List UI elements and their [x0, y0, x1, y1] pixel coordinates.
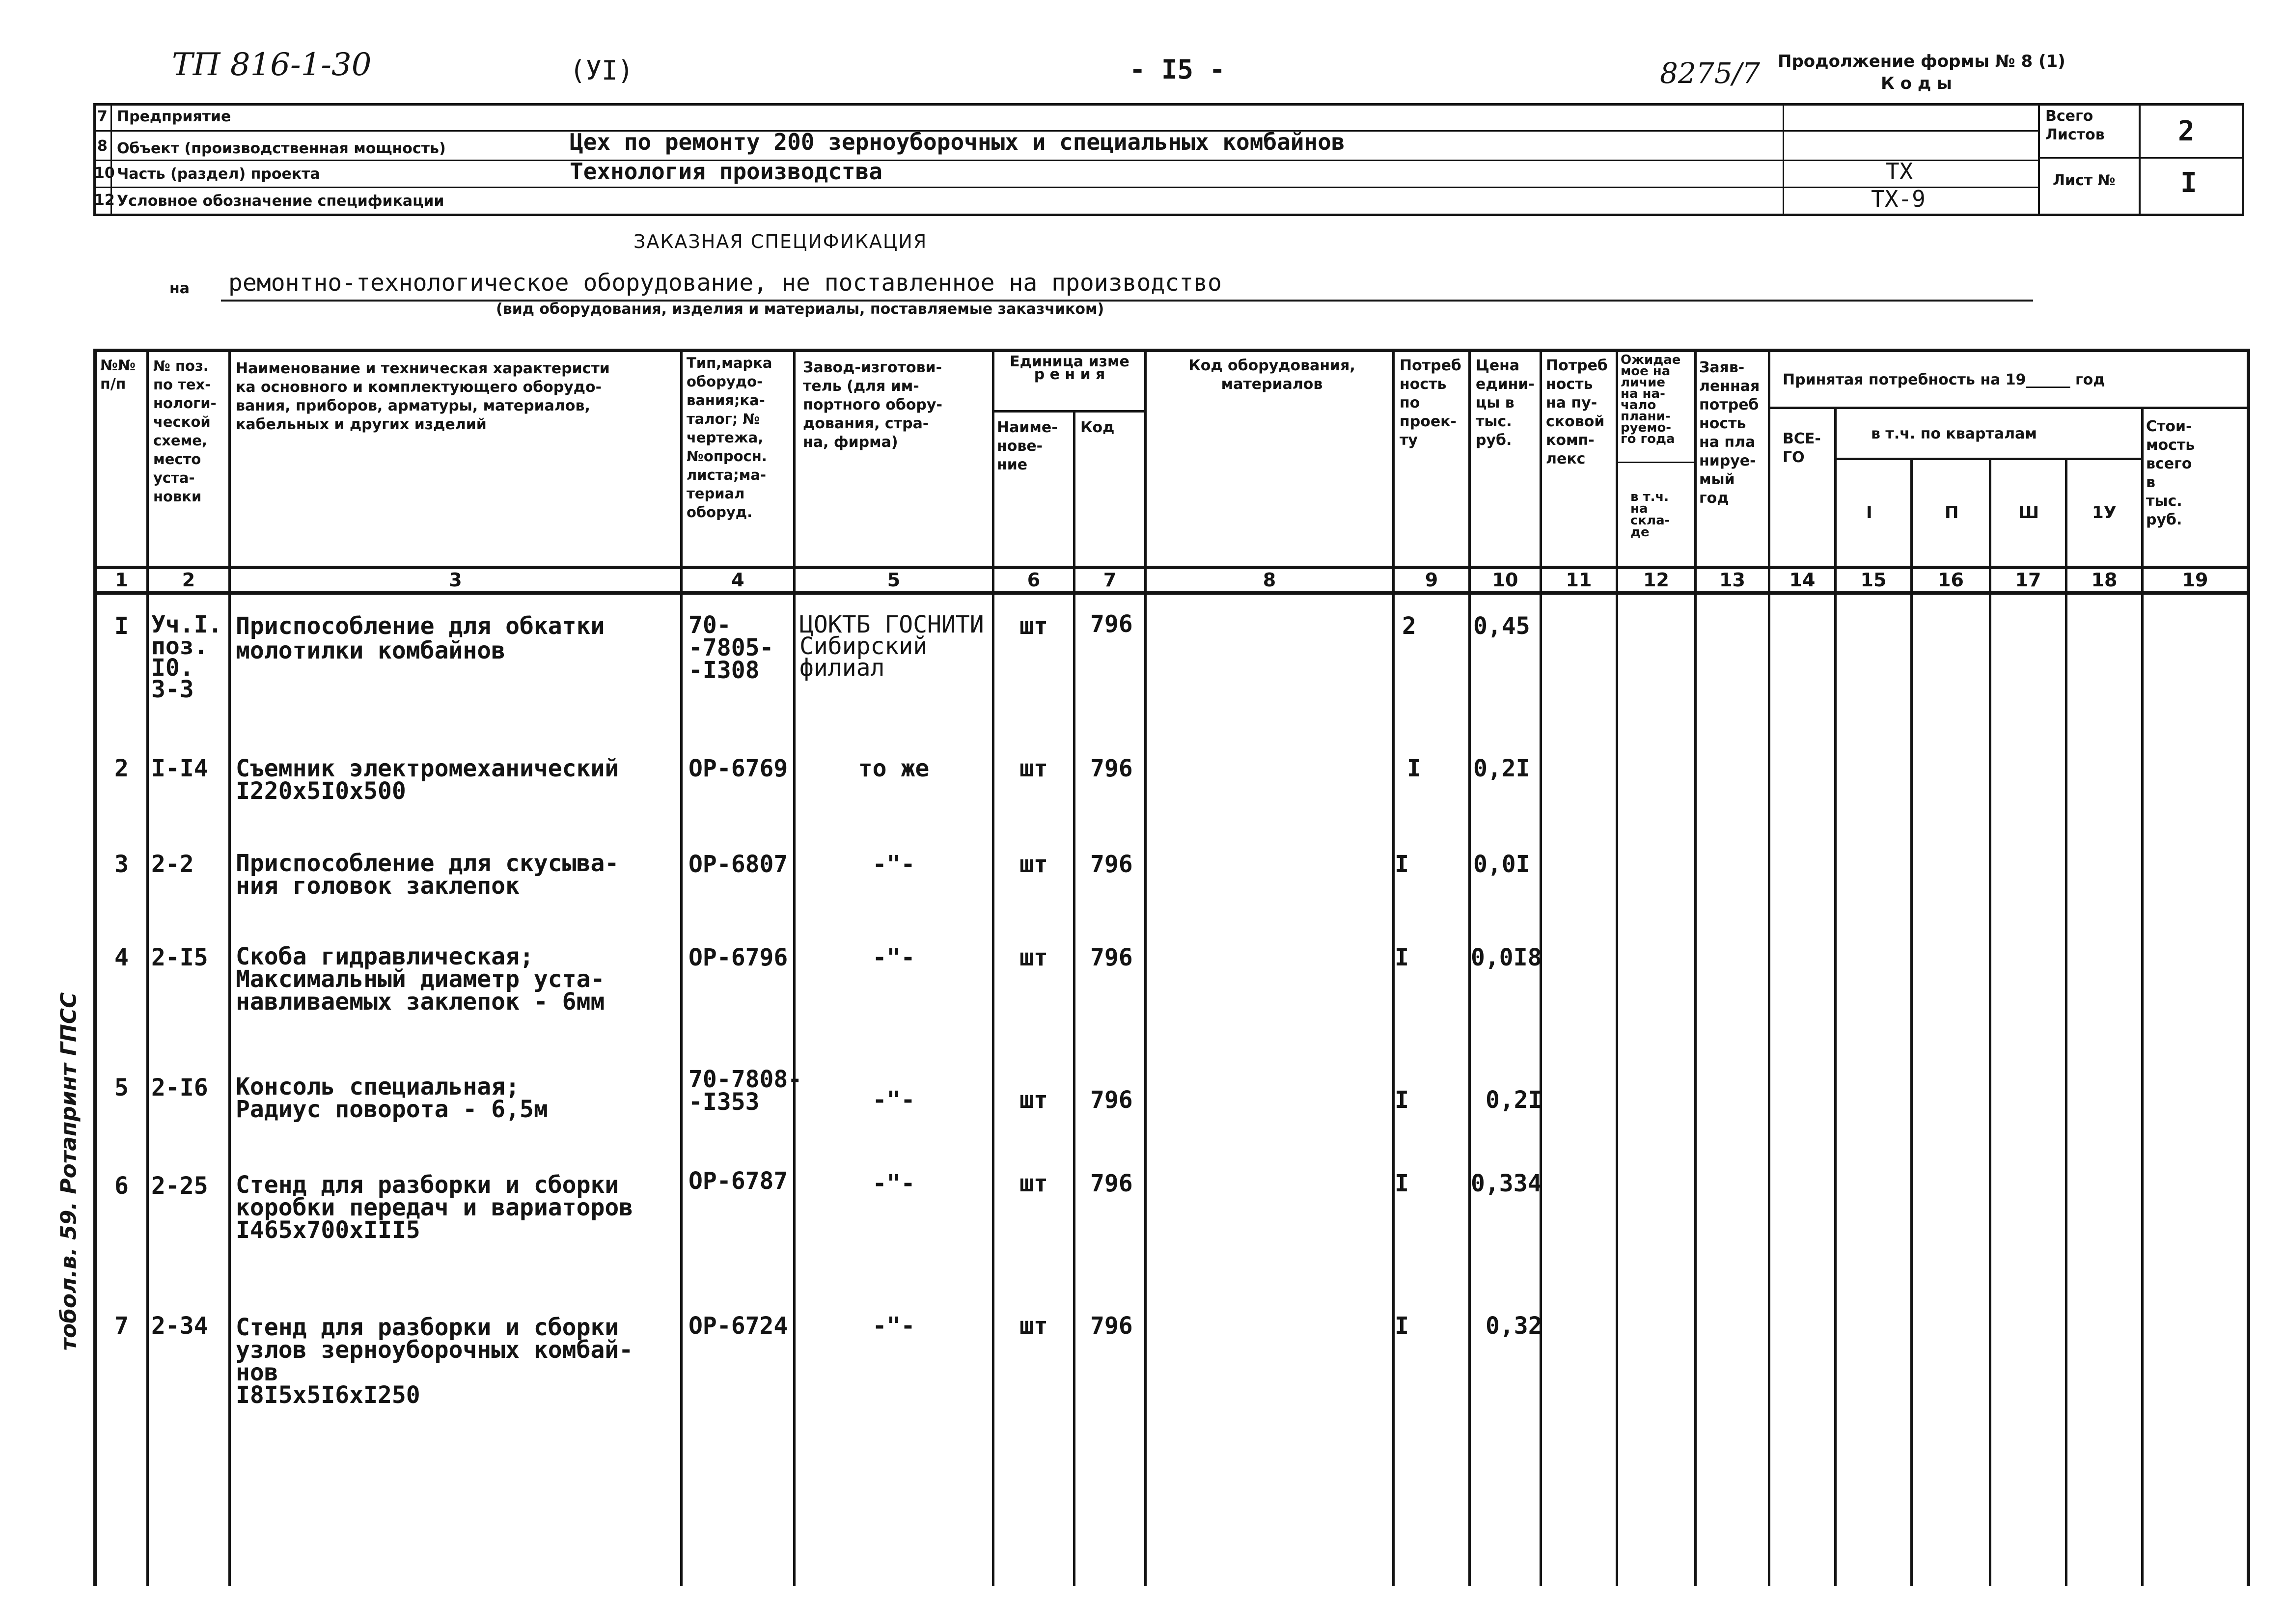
- col-num-11: 11: [1566, 569, 1592, 591]
- hdr-col-3: Наименование и техническая характеристи ка основного и комплектующего оборудо- вания, приборов, арматуры, материалов, кабельных и других изделий: [236, 360, 610, 433]
- row-need: I: [1407, 755, 1421, 782]
- total-sheets-value: 2: [2178, 115, 2195, 147]
- row-code: 796: [1090, 755, 1133, 782]
- row-type: ОР-6787: [688, 1167, 788, 1195]
- col-num-14: 14: [1789, 569, 1816, 591]
- row-code: 796: [1090, 944, 1133, 971]
- hdr-col-13: Заяв- ленная потреб ность на пла нируе- мый год: [1699, 359, 1760, 507]
- row-type: 70- -7805- -I308: [688, 611, 774, 684]
- col-num-5: 5: [887, 569, 901, 591]
- hdr-spec-code: ТХ-9: [1871, 186, 1926, 212]
- col-num-3: 3: [449, 569, 462, 591]
- row-type: ОР-6807: [688, 851, 788, 878]
- col-num-19: 19: [2182, 569, 2208, 591]
- spec-table: [93, 349, 2252, 1586]
- hdr-row-label-10: Часть (раздел) проекта: [117, 165, 320, 183]
- row-code: 796: [1090, 1312, 1133, 1340]
- hdr-q1: I: [1866, 503, 1872, 523]
- col-num-6: 6: [1027, 569, 1041, 591]
- row-name: Стенд для разборки и сборки коробки передач и вариаторов I465x700xIII5: [236, 1171, 633, 1244]
- hdr-col-6: Наиме- нове- ние: [997, 419, 1058, 473]
- hdr-col-5: Завод-изготови- тель (для им- портного обору- дования, стра- на, фирма): [803, 359, 942, 451]
- row-need: I: [1395, 851, 1409, 878]
- row-position: Уч.I. поз. I0. 3-3: [151, 611, 222, 703]
- row-name: Приспособление для обкатки молотилки комбайнов: [236, 612, 605, 664]
- hdr-object-value: Цех по ремонту 200 зерноуборочных и специальных комбайнов: [570, 129, 1345, 155]
- row-unit: шт: [1019, 612, 1048, 640]
- hdr-row-no-8: 8: [97, 138, 108, 155]
- hdr-col-19: Стои- мость всего в тыс. руб.: [2146, 418, 2195, 528]
- subject-note: (вид оборудования, изделия и материалы, поставляемые заказчиком): [496, 301, 1104, 318]
- hdr-col-12-top: Ожидае мое на личие на на- чало плани- руемо- го года: [1621, 353, 1681, 446]
- row-position: 2-I6: [151, 1074, 208, 1101]
- hdr-col-12-bottom: в т.ч. на скла- де: [1630, 490, 1670, 540]
- hdr-col-1: №№ п/п: [100, 357, 136, 393]
- row-name: Приспособление для скусыва- ния головок заклепок: [236, 850, 619, 900]
- hdr-q3: Ш: [2018, 503, 2039, 523]
- row-price: 0,45: [1473, 612, 1530, 640]
- hdr-col-7: Код: [1080, 419, 1115, 436]
- row-name: Стенд для разборки и сборки узлов зерноуборочных комбай- нов I8I5x5I6xI250: [236, 1314, 633, 1409]
- row-unit: шт: [1019, 851, 1048, 878]
- row-maker: -"-: [872, 1312, 915, 1340]
- row-position: 2-I5: [151, 944, 208, 971]
- inventory-number: 8275/7: [1660, 56, 1761, 90]
- row-position: 2-2: [151, 851, 194, 878]
- col-num-12: 12: [1643, 569, 1669, 591]
- total-sheets-label: Всего Листов: [2045, 108, 2105, 143]
- hdr-q2: П: [1945, 503, 1959, 523]
- doc-code: ТП 816-1-30: [172, 47, 372, 83]
- row-code: 796: [1090, 610, 1133, 638]
- row-number: I: [114, 612, 129, 640]
- hdr-col-10: Цена едини- цы в тыс. руб.: [1476, 357, 1535, 449]
- col-num-17: 17: [2015, 569, 2041, 591]
- col-num-18: 18: [2091, 569, 2118, 591]
- row-type: ОР-6724: [688, 1312, 788, 1340]
- row-maker: -"-: [872, 851, 915, 878]
- row-price: 0,2I: [1486, 1086, 1542, 1114]
- row-unit: шт: [1019, 1170, 1048, 1197]
- row-price: 0,2I: [1473, 755, 1530, 782]
- hdr-row-label-8: Объект (производственная мощность): [117, 140, 446, 157]
- row-price: 0,0I8: [1471, 944, 1542, 971]
- row-need: I: [1395, 1086, 1409, 1114]
- col-num-10: 10: [1492, 569, 1518, 591]
- row-unit: шт: [1019, 755, 1048, 782]
- hdr-row-no-12: 12: [94, 192, 115, 209]
- na-label: на: [169, 280, 190, 297]
- row-code: 796: [1090, 851, 1133, 878]
- row-position: I-I4: [151, 755, 208, 782]
- side-note: тобол.в. 59. Ротапринт ГПСС: [56, 992, 82, 1351]
- codes-label: К о д ы: [1881, 74, 1952, 93]
- row-type: ОР-6796: [688, 944, 788, 971]
- row-maker: -"-: [872, 1170, 915, 1197]
- hdr-part-code: ТХ: [1886, 158, 1913, 185]
- hdr-row-label-7: Предприятие: [117, 108, 231, 125]
- col-num-1: 1: [115, 569, 128, 591]
- sheet-label: Лист №: [2053, 172, 2116, 189]
- hdr-row-label-12: Условное обозначение спецификации: [117, 193, 444, 210]
- hdr-col-8: Код оборудования, материалов: [1188, 357, 1355, 393]
- col-num-4: 4: [731, 569, 744, 591]
- hdr-part-value: Технология производства: [570, 158, 882, 185]
- spec-title: ЗАКАЗНАЯ СПЕЦИФИКАЦИЯ: [633, 231, 928, 252]
- row-code: 796: [1090, 1086, 1133, 1114]
- row-position: 2-25: [151, 1172, 208, 1200]
- hdr-quarters: в т.ч. по кварталам: [1871, 425, 2037, 442]
- row-code: 796: [1090, 1170, 1133, 1197]
- row-number: 6: [114, 1172, 129, 1200]
- hdr-col-4: Тип,марка оборудо- вания;ка- талог; № чертежа, №опросн. листа;ма- териал оборуд.: [687, 355, 772, 521]
- row-price: 0,0I: [1473, 851, 1530, 878]
- row-need: 2: [1402, 612, 1416, 640]
- hdr-accepted: Принятая потребность на 19______ год: [1783, 371, 2105, 388]
- hdr-unit-group: Единица изме р е н и я: [1010, 353, 1129, 383]
- col-num-13: 13: [1719, 569, 1745, 591]
- row-type: ОР-6769: [688, 755, 788, 782]
- hdr-col-9: Потреб ность по проек- ту: [1400, 357, 1461, 449]
- row-price: 0,32: [1486, 1312, 1542, 1340]
- col-num-2: 2: [182, 569, 195, 591]
- subject-underline: [221, 300, 2033, 302]
- row-maker: ЦОКТБ ГОСНИТИ Сибирский филиал: [799, 611, 984, 682]
- hdr-col-11: Потреб ность на пу- сковой комп- лекс: [1546, 357, 1608, 468]
- header-box: [93, 103, 2244, 216]
- volume-label: (УI): [570, 55, 634, 86]
- row-number: 7: [114, 1312, 129, 1340]
- row-name: Съемник электромеханический I220x5I0x500: [236, 755, 619, 805]
- row-unit: шт: [1019, 1312, 1048, 1340]
- row-number: 4: [114, 944, 129, 971]
- hdr-q4: 1У: [2092, 503, 2117, 523]
- row-maker: -"-: [872, 944, 915, 971]
- hdr-row-no-7: 7: [97, 108, 108, 125]
- hdr-col-14: ВСЕ- ГО: [1783, 430, 1821, 466]
- row-position: 2-34: [151, 1312, 208, 1340]
- row-name: Скоба гидравлическая; Максимальный диаметр уста- навливаемых заклепок - 6мм: [236, 943, 605, 1016]
- row-price: 0,334: [1471, 1170, 1542, 1197]
- hdr-row-no-10: 10: [94, 165, 115, 182]
- row-need: I: [1395, 1170, 1409, 1197]
- hdr-col-2: № поз. по тех- нологи- ческой схеме, место уста- новки: [153, 358, 217, 505]
- sheet-value: I: [2180, 167, 2197, 199]
- row-type: 70-7808- -I353: [688, 1066, 802, 1116]
- row-need: I: [1395, 1312, 1409, 1340]
- col-num-9: 9: [1425, 569, 1438, 591]
- row-need: I: [1395, 944, 1409, 971]
- row-name: Консоль специальная; Радиус поворота - 6,5м: [236, 1073, 548, 1123]
- col-num-16: 16: [1938, 569, 1964, 591]
- page-number: - I5 -: [1129, 54, 1226, 85]
- form-note: Продолжение формы № 8 (1): [1778, 52, 2065, 71]
- col-num-15: 15: [1860, 569, 1887, 591]
- col-num-8: 8: [1263, 569, 1276, 591]
- row-unit: шт: [1019, 1086, 1048, 1114]
- row-maker: -"-: [872, 1086, 915, 1114]
- row-number: 5: [114, 1074, 129, 1101]
- row-number: 3: [114, 851, 129, 878]
- row-number: 2: [114, 755, 129, 782]
- row-maker: то же: [858, 755, 930, 782]
- col-num-7: 7: [1103, 569, 1117, 591]
- spec-subject: ремонтно-технологическое оборудование, не поставленное на производство: [228, 269, 1222, 297]
- row-unit: шт: [1019, 944, 1048, 971]
